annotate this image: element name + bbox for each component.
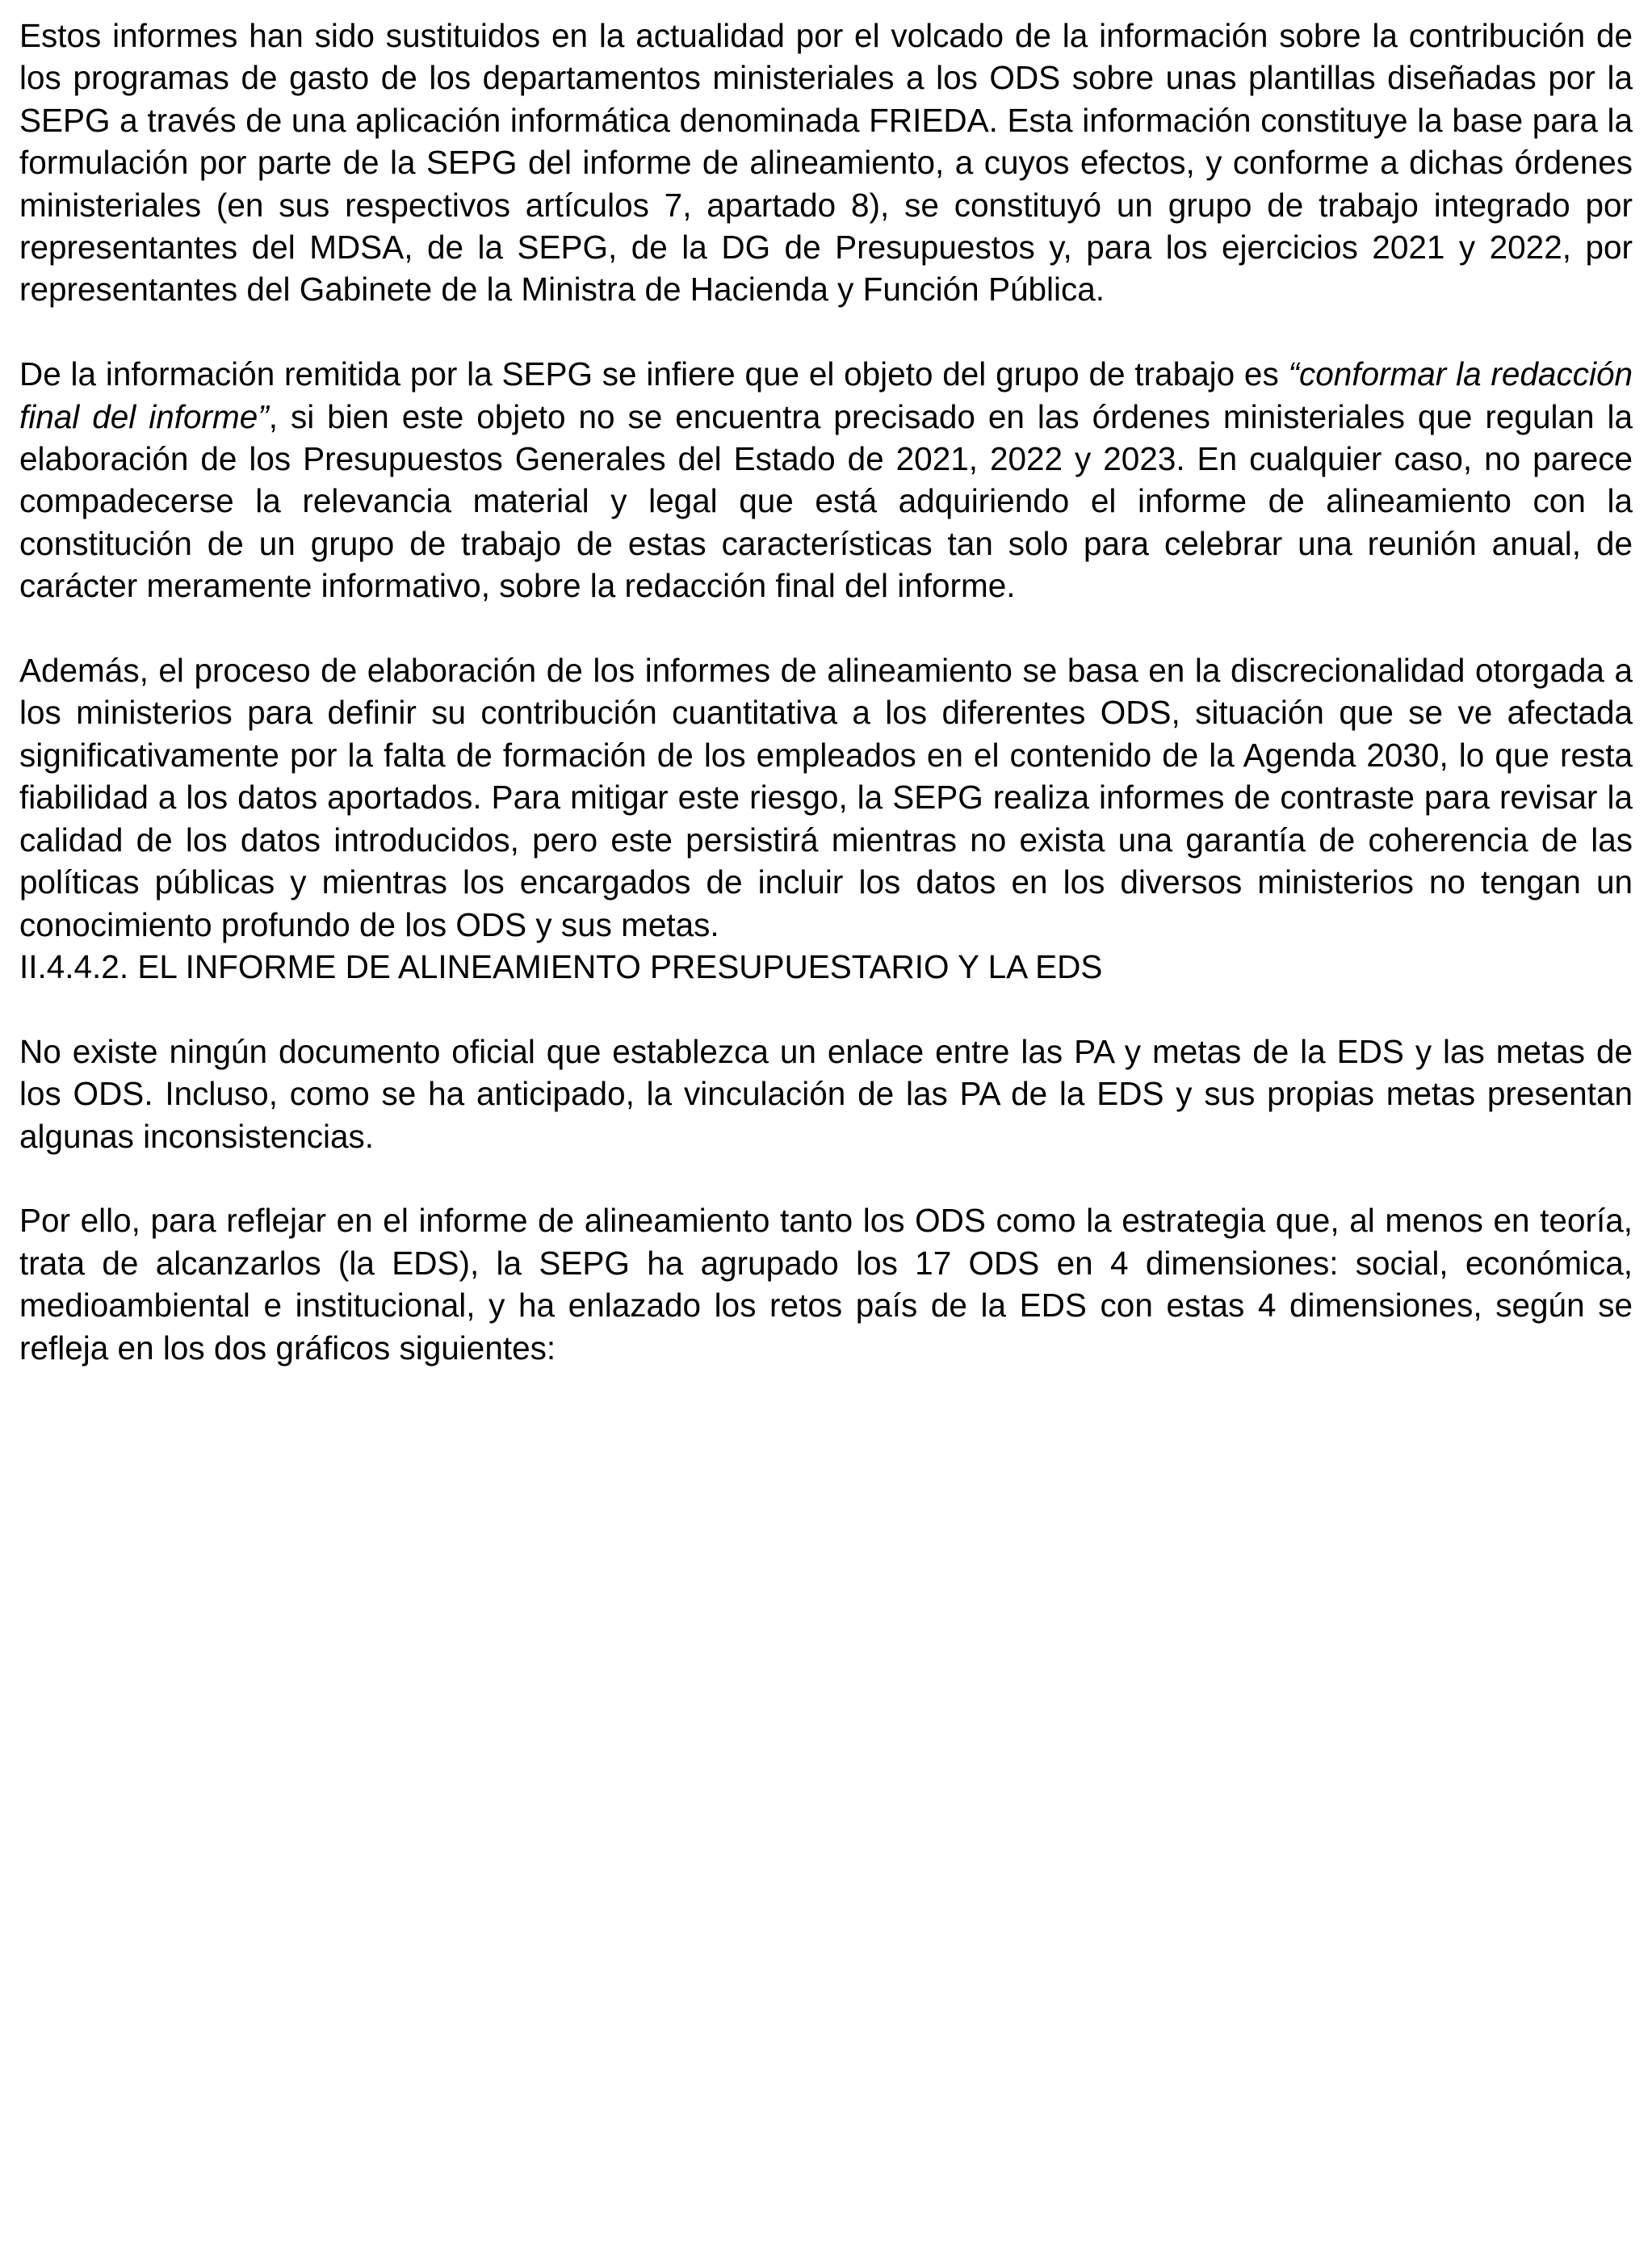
paragraph-frieda-templates: Estos informes han sido sustituidos en la actualidad por el volcado de la información sobre la contribución de los programas de gasto de los departamentos ministeriales a los ODS sobre unas plantillas diseñadas por la SEPG a través de una aplicación informática denominada FRIEDA. Esta información constituye la base para la formulación por parte de la SEPG del informe de alineamiento, a cuyos efectos, y conforme a dichas órdenes ministeriales (en sus respectivos artículos 7, apartado 8), se constituyó un grupo de trabajo integrado por representantes del MDSA, de la SEPG, de la DG de Presupuestos y, para los ejercicios 2021 y 2022, por representantes del Gabinete de la Ministra de Hacienda y Función Pública. — [19, 17, 1633, 309]
paragraph-working-group-purpose-end: , si bien este objeto no se encuentra precisado en las órdenes ministeriales que regulan la elaboración de los Presupuestos Generales del Estado de 2021, 2022 y 2023. En cualquier caso, no parece compadecerse la relevancia material y legal que está adquiriendo el informe de alineamiento con la constitución de un grupo de trabajo de estas características tan solo para celebrar una reunión anual, de carácter meramente informativo, sobre la redacción final del informe. — [19, 397, 1633, 605]
quoted-purpose: “conformar la redacción final del informe” — [19, 355, 1633, 435]
section-heading: II.4.4.2. EL INFORME DE ALINEAMIENTO PRESUPUESTARIO Y LA EDS — [19, 947, 1103, 985]
paragraph-four-dimensions: Por ello, para reflejar en el informe de alineamiento tanto los ODS como la estrategia que, al menos en teoría, trata de alcanzarlos (la EDS), la SEPG ha agrupado los 17 ODS en 4 dimensiones: social, económica, medioambiental e institucional, y ha enlazado los retos país de la EDS con estas 4 dimensiones, según se refleja en los dos gráficos siguientes: — [19, 1202, 1633, 1367]
document-page — [19, 15, 1633, 1369]
paragraph-working-group-purpose — [19, 353, 1633, 607]
paragraph-no-official-document: No existe ningún documento oficial que establezca un enlace entre las PA y metas de la EDS y las metas de los ODS. Incluso, como se ha anticipado, la vinculación de las PA de la EDS y sus propias metas presentan algunas inconsistencias. — [19, 1032, 1633, 1155]
paragraph-working-group-purpose-start: De la información remitida por la SEPG se infiere que el objeto del grupo de trabajo es — [19, 355, 1289, 393]
paragraph-discretionality: Además, el proceso de elaboración de los informes de alineamiento se basa en la discrecionalidad otorgada a los ministerios para definir su contribución cuantitativa a los diferentes ODS, situación que se ve afectada significativamente por la falta de formación de los empleados en el contenido de la Agenda 2030, lo que resta fiabilidad a los datos aportados. Para mitigar este riesgo, la SEPG realiza informes de contraste para revisar la calidad de los datos introducidos, pero este persistirá mientras no exista una garantía de coherencia de las políticas públicas y mientras los encargados de incluir los datos en los diversos ministerios no tengan un conocimiento profundo de los ODS y sus metas. — [19, 652, 1633, 943]
